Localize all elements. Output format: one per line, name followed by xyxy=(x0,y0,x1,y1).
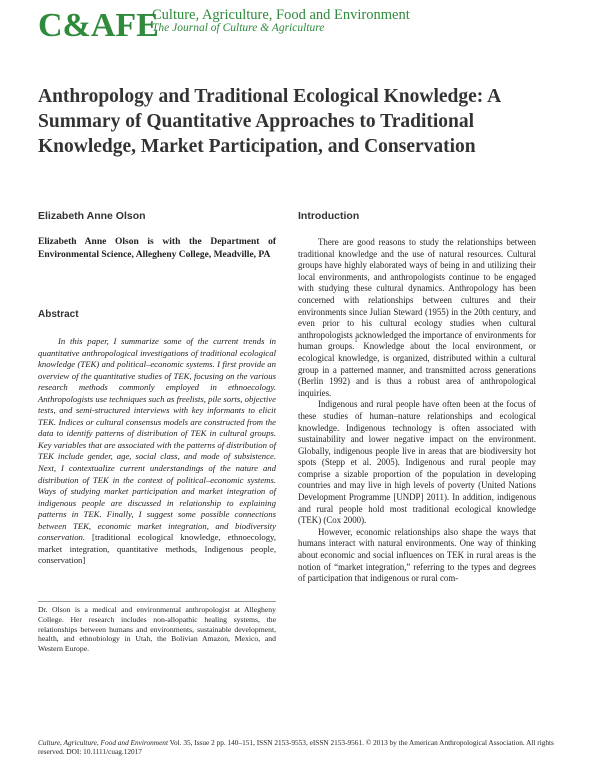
author-name: Elizabeth Anne Olson xyxy=(38,210,146,222)
journal-subtitle: The Journal of Culture & Agriculture xyxy=(152,22,325,34)
author-note: Dr. Olson is a medical and environmental anthropologist at Allegheny College. Her research includes non-allopathic healing systems, the relationships between humans and environments, sustainable development, health, and ethnobiology in Utah, the Bolivian Amazon, Mexico, and Western Europe. xyxy=(38,605,276,654)
journal-logo xyxy=(38,6,159,44)
citation-footer xyxy=(38,738,578,756)
introduction-heading: Introduction xyxy=(298,210,360,222)
article-title: Anthropology and Traditional Ecological Knowledge: A Summary of Quantitative Approaches to Traditional Knowledge, Market Participation, and Conservation xyxy=(38,86,501,157)
abstract-text: In this paper, I summarize some of the current trends in quantitative anthropological investigations of traditional ecological knowledge (TEK) and political–economic systems. I first provide an overview of the quantitative studies of TEK, focusing on the various research methods commonly employed in ethnoecology. Anthropologists use techniques such as freelists, pile sorts, objective tests, and semi-structured interviews with key informants to elicit TEK. Indices or cultural consensus models are constructed from the data to identify patterns of distribution of TEK in cultural groups. Key variables that are associated with the patterns of distribution of TEK include gender, age, social class, and mode of subsistence. Next, I contextualize current understandings of the nature and distribution of TEK in the context of political–economic systems. Ways of studying market participation and market integration of indigenous people are discussed in relationship to explaining patterns in TEK. Finally, I suggest some possible connections between TEK, economic market integration, and biodiversity conservation. xyxy=(38,336,276,543)
intro-paragraph-1 xyxy=(298,237,536,399)
footnote-divider xyxy=(38,601,276,602)
keywords: [traditional ecological knowledge, ethnoecology, market integration, quantitative methods, Indigenous people, conservation] xyxy=(38,532,276,566)
footer-citation: Vol. 35, Issue 2 pp. 140–151, ISSN 2153-9553, eISSN 2153-9561. © 2013 by the American Anthropological Association. All rights reserved. DOI: 10.1111/cuag.12017 xyxy=(38,738,554,757)
author-affiliation: Elizabeth Anne Olson is with the Department of Environmental Science, Allegheny College, Meadville, PA xyxy=(38,237,276,260)
abstract xyxy=(38,336,276,567)
logo-text: C&AFE xyxy=(38,7,159,44)
intro-paragraph-2: Indigenous and rural people have often been at the focus of these studies of human–nature relationships and ecological knowledge. Indigenous technology is often associated with sustainability and lower negative impact on the environment. Globally, indigenous people live in areas that are biodiversity hot spots (Stepp et al. 2005). Indigenous and rural people may comprise a sizable proportion of the population in developing countries and may live in high levels of poverty (United Nations Development Programme [UNDP] 2011). In addition, indigenous and rural people hold most traditional ecological knowledge (TEK) (Cox 2000). xyxy=(298,399,536,526)
intro-p1-part-a: There are good reasons to study the relationships between traditional knowledge and the use of natural resources. Cultural groups have highly elaborated ways of being in and utilizing their local environments, and anthropologists continue to be engaged with studying these cultural dynamics. Anthropology has been concerned with relationships between cultures and their environments since Julian Steward (1955) in the 20th century, and even prior to his cultural ecology studies when cultural anthropologists acknowledged the importance of environments for human groups. xyxy=(298,237,536,352)
intro-paragraph-3: However, economic relationships also shape the ways that humans interact with natural environments. One way of thinking about economic and social influences on TEK in rural areas is the notion of “market integration,” referring to the types and degrees of participation that indigenous or rural com- xyxy=(298,526,536,584)
footnote-marker[interactable]: 1 xyxy=(354,338,358,345)
abstract-heading: Abstract xyxy=(38,309,79,320)
introduction-body xyxy=(298,237,536,585)
intro-p1-part-b: Knowledge about the local environment, or ecological knowledge, is organized, distributed within a cultural group in a patterned manner, and transmitted across generations (Berlin 1992) and is thus a robust area of anthropological inquiries. xyxy=(298,341,536,398)
footer-journal: Culture, Agriculture, Food and Environment xyxy=(38,738,168,747)
journal-name: Culture, Agriculture, Food and Environment xyxy=(152,7,410,23)
